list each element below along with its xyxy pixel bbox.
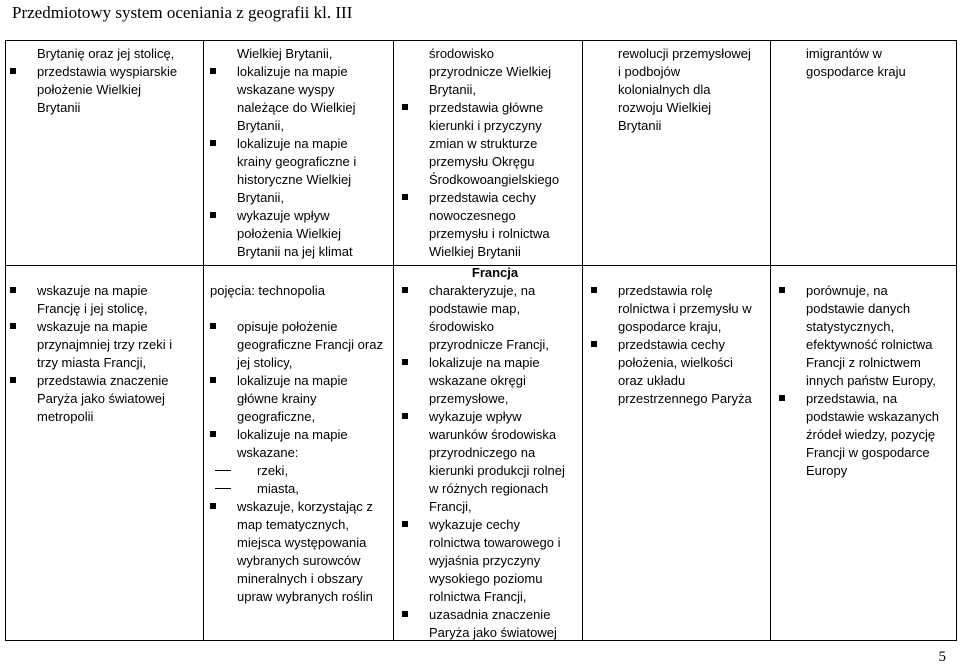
requirement-item: lokalizuje na mapie [237, 372, 383, 390]
requirement-item: zmian w strukturze [429, 136, 538, 151]
bullet-icon [402, 287, 408, 293]
requirement-item: lokalizuje na mapie [429, 354, 565, 372]
bullet-icon [210, 212, 216, 218]
bullet-icon [210, 377, 216, 383]
requirement-item: Wielkiej Brytanii, [237, 46, 333, 61]
bullet-icon [402, 104, 408, 110]
requirement-item: metropolii [37, 409, 94, 424]
requirement-item: map tematycznych, [237, 517, 349, 532]
requirement-item: Brytanii, [237, 118, 284, 133]
column-border [770, 40, 771, 640]
bullet-icon [10, 68, 16, 74]
requirement-item: kierunki i przyczyny [429, 118, 542, 133]
requirement-item: Brytanii, [237, 190, 284, 205]
bullet-icon [10, 287, 16, 293]
requirement-item: kierunki produkcji rolnej [429, 463, 565, 478]
requirement-item: Wielkiej Brytanii [429, 244, 521, 259]
requirement-item: wyjaśnia przyczyny [429, 553, 541, 568]
requirement-item: wskazane: [237, 445, 299, 460]
requirement-item: warunków środowiska [429, 427, 557, 442]
requirement-item: geograficzne Francji oraz [237, 337, 383, 352]
requirement-item: przedstawia, na [806, 390, 939, 408]
britain-col3-cell [429, 45, 559, 261]
requirement-item: przedstawia znaczenie [37, 372, 172, 390]
requirement-item: kolonialnych dla [618, 82, 711, 97]
requirement-item: podstawie map, [429, 301, 521, 316]
requirement-item: trzy miasta Francji, [37, 355, 147, 370]
bullet-icon [10, 323, 16, 329]
requirement-item: położenia, wielkości [618, 355, 733, 370]
requirement-item: historyczne Wielkiej [237, 172, 352, 187]
concept-label: pojęcia: technopolia [210, 283, 325, 298]
bullet-icon [402, 413, 408, 419]
requirement-item: położenie Wielkiej [37, 82, 142, 97]
requirement-item: statystycznych, [806, 319, 895, 334]
requirement-item: miasta, [237, 480, 383, 498]
requirement-item: lokalizuje na mapie [237, 135, 356, 153]
requirement-item: przyrodnicze Wielkiej [429, 64, 552, 79]
requirement-item: opisuje położenie [237, 318, 383, 336]
bullet-icon [591, 287, 597, 293]
requirement-item: przynajmniej trzy rzeki i [37, 337, 173, 352]
requirement-item: nowoczesnego [429, 208, 516, 223]
requirement-item: i podbojów [618, 64, 681, 79]
france-col1-cell [37, 282, 172, 426]
requirement-item: przestrzennego Paryża [618, 391, 752, 406]
requirement-item: geograficzne, [237, 409, 316, 424]
column-border [5, 40, 6, 640]
bullet-icon [402, 194, 408, 200]
requirement-item: Brytanii na jej klimat [237, 244, 353, 259]
requirement-item: Środkowoangielskiego [429, 172, 560, 187]
requirement-item: wykazuje wpływ [237, 207, 356, 225]
france-col2-cell [210, 282, 325, 300]
requirement-item: Francję i jej stolicę, [37, 301, 148, 316]
requirement-item: porównuje, na [806, 282, 939, 300]
france-col5-cell [806, 282, 939, 480]
requirement-item: gospodarce kraju [806, 64, 906, 79]
requirement-item: położenia Wielkiej [237, 226, 342, 241]
france-col2-list [237, 318, 383, 606]
requirement-item: uzasadnia znaczenie [429, 606, 565, 624]
bullet-icon [591, 341, 597, 347]
requirement-item: Brytanii [618, 118, 662, 133]
requirement-item: wskazuje na mapie [37, 282, 172, 300]
requirement-item: charakteryzuje, na [429, 282, 565, 300]
britain-col2-cell [237, 45, 356, 261]
requirement-item: główne krainy [237, 391, 317, 406]
requirement-item: imigrantów w [806, 46, 882, 61]
column-border [956, 40, 957, 640]
requirement-item: przemysłu Okręgu [429, 154, 535, 169]
requirement-item: Francji, [429, 499, 472, 514]
requirement-item: środowisko [429, 319, 495, 334]
bullet-icon [210, 140, 216, 146]
document-title: Przedmiotowy system oceniania z geografii kl. III [12, 3, 353, 22]
france-col4-cell [618, 282, 752, 408]
bullet-icon [210, 323, 216, 329]
france-col3-cell [429, 282, 565, 642]
requirement-item: wykazuje wpływ [429, 408, 565, 426]
bullet-icon [402, 359, 408, 365]
requirement-item: wykazuje cechy [429, 516, 565, 534]
column-border [203, 40, 204, 640]
requirement-item: wskazuje, korzystając z [237, 498, 383, 516]
requirement-item: wskazane okręgi [429, 373, 526, 388]
requirement-item: wskazane wyspy [237, 82, 335, 97]
requirement-item: środowisko [429, 46, 495, 61]
bullet-icon [779, 395, 785, 401]
table-top-border [5, 40, 957, 41]
bullet-icon [10, 377, 16, 383]
requirement-item: efektywność rolnictwa [806, 337, 933, 352]
requirement-item: jej stolicy, [237, 355, 293, 370]
column-border [393, 40, 394, 640]
page-number: 5 [938, 649, 946, 665]
requirement-item: innych państw Europy, [806, 373, 936, 388]
requirement-item: podstawie wskazanych [806, 409, 939, 424]
requirement-item: rozwoju Wielkiej [618, 100, 712, 115]
requirement-item: przedstawia cechy [429, 189, 559, 207]
requirement-item: Brytanię oraz jej stolicę, [37, 46, 175, 61]
requirement-item: przyrodniczego na [429, 445, 536, 460]
requirement-item: wskazuje na mapie [37, 318, 172, 336]
requirement-item: krainy geograficzne i [237, 154, 357, 169]
requirement-item: przedstawia wyspiarskie [37, 63, 177, 81]
bullet-icon [402, 521, 408, 527]
requirement-item: lokalizuje na mapie [237, 63, 356, 81]
section-title-francja: Francja [471, 265, 519, 280]
requirement-item: rolnictwa Francji, [429, 589, 527, 604]
requirement-item: podstawie danych [806, 301, 911, 316]
bullet-icon [210, 503, 216, 509]
dash-icon [215, 470, 231, 471]
requirement-item: należące do Wielkiej [237, 100, 356, 115]
requirement-item: przyrodnicze Francji, [429, 337, 549, 352]
requirement-item: Brytanii [37, 100, 81, 115]
requirement-item: wybranych surowców [237, 553, 361, 568]
bullet-icon [210, 431, 216, 437]
requirement-item: rolnictwa i przemysłu w [618, 301, 752, 316]
requirement-item: rzeki, [237, 462, 383, 480]
requirement-item: mineralnych i obszary [237, 571, 363, 586]
requirement-item: Paryża jako światowej [37, 391, 165, 406]
requirement-item: oraz układu [618, 373, 686, 388]
requirement-item: wysokiego poziomu [429, 571, 543, 586]
requirement-item: Francji z rolnictwem [806, 355, 921, 370]
britain-col1-cell [37, 45, 177, 117]
requirement-item: przemysłu i rolnictwa [429, 226, 550, 241]
requirement-item: miejsca występowania [237, 535, 367, 550]
britain-col5-cell [806, 45, 906, 81]
requirement-item: Francji w gospodarce [806, 445, 930, 460]
bullet-icon [779, 287, 785, 293]
bullet-icon [402, 611, 408, 617]
requirement-item: rewolucji przemysłowej [618, 46, 751, 61]
requirement-item: lokalizuje na mapie [237, 426, 383, 444]
requirement-item: rolnictwa towarowego i [429, 535, 561, 550]
britain-col4-cell [618, 45, 751, 135]
requirement-item: w różnych regionach [429, 481, 549, 496]
requirement-item: Europy [806, 463, 848, 478]
requirement-item: przemysłowe, [429, 391, 509, 406]
bullet-icon [210, 68, 216, 74]
column-border [582, 40, 583, 640]
requirement-item: przedstawia główne [429, 99, 559, 117]
requirement-item: gospodarce kraju, [618, 319, 722, 334]
dash-icon [215, 488, 231, 489]
requirement-item: Brytanii, [429, 82, 476, 97]
requirement-item: przedstawia cechy [618, 336, 752, 354]
requirement-item: przedstawia rolę [618, 282, 752, 300]
requirement-item: źródeł wiedzy, pozycję [806, 427, 936, 442]
requirement-item: upraw wybranych roślin [237, 589, 373, 604]
requirement-item: Paryża jako światowej [429, 625, 557, 640]
